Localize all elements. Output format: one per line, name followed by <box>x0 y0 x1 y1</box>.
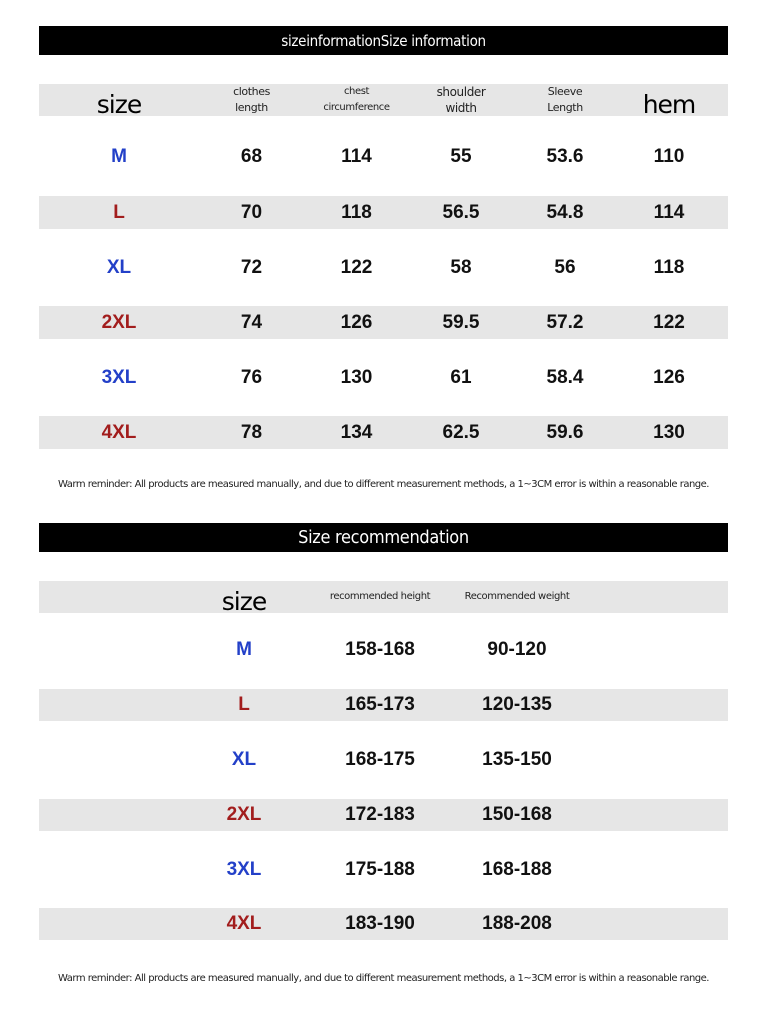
shoulder-value: 58 <box>450 256 472 278</box>
weight-value: 135-150 <box>482 748 552 770</box>
header-sleeve-line1: Sleeve <box>547 85 583 98</box>
hem-value: 118 <box>653 256 685 278</box>
table-row <box>39 799 728 831</box>
size-label: M <box>111 145 127 167</box>
chest-value: 122 <box>340 256 373 278</box>
weight-value: 120-135 <box>482 694 552 715</box>
table-row <box>39 306 728 339</box>
hem-value: 110 <box>653 145 685 167</box>
clothes-length-value: 78 <box>240 421 263 443</box>
weight-value: 188-208 <box>482 913 552 934</box>
weight-value: 168-188 <box>482 858 552 880</box>
size-information-banner <box>39 26 728 55</box>
size-label: 2XL <box>101 311 137 333</box>
height-value: 158-168 <box>345 638 415 660</box>
size-label: 4XL <box>226 913 262 934</box>
size-label: M <box>236 638 252 660</box>
shoulder-value: 59.5 <box>442 311 480 333</box>
size-label: 3XL <box>226 858 262 880</box>
table-row <box>39 196 728 229</box>
size-information-title: sizeinformationSize information <box>281 31 486 50</box>
clothes-length-value: 68 <box>240 145 263 167</box>
header-shoulder-line2: width <box>445 101 477 115</box>
table-row <box>39 853 728 886</box>
chest-value: 118 <box>341 201 372 223</box>
header-chest-line1: chest <box>343 86 370 97</box>
header-recommended-height: recommended height <box>329 591 431 602</box>
table-row <box>39 689 728 721</box>
sleeve-value: 53.6 <box>546 145 584 167</box>
chest-value: 130 <box>340 366 373 388</box>
chest-value: 134 <box>340 421 373 443</box>
table-row <box>39 251 728 284</box>
sleeve-value: 58.4 <box>546 366 584 388</box>
hem-value: 130 <box>653 421 685 443</box>
clothes-length-value: 74 <box>240 311 263 333</box>
shoulder-value: 55 <box>450 145 472 167</box>
sleeve-value: 54.8 <box>546 201 584 223</box>
size-label: 2XL <box>226 804 262 825</box>
size-information-header-row <box>39 84 728 119</box>
header-sleeve-line2: Length <box>547 101 583 114</box>
header-hem: hem <box>642 89 696 119</box>
chest-value: 114 <box>341 145 372 167</box>
height-value: 172-183 <box>345 804 415 825</box>
shoulder-value: 61 <box>450 366 472 388</box>
table-row <box>39 633 728 666</box>
sleeve-value: 56 <box>554 256 576 278</box>
clothes-length-value: 76 <box>240 366 263 388</box>
table-row <box>39 140 728 173</box>
shoulder-value: 62.5 <box>442 421 480 443</box>
clothes-length-value: 72 <box>240 256 263 278</box>
size-recommendation-title: Size recommendation <box>298 527 469 548</box>
warm-reminder-note: Warm reminder: All products are measured manually, and due to different measurement methods, a 1~3CM error is within a reasonable range. <box>58 479 709 490</box>
table-row <box>39 908 728 940</box>
shoulder-value: 56.5 <box>442 201 480 223</box>
hem-value: 122 <box>653 311 685 333</box>
weight-value: 90-120 <box>487 638 547 660</box>
header-shoulder-line1: shoulder <box>436 85 486 99</box>
chest-value: 126 <box>340 311 373 333</box>
hem-value: 114 <box>653 201 685 223</box>
table-row <box>39 743 728 776</box>
hem-value: 126 <box>653 366 685 388</box>
size-label: L <box>238 694 250 715</box>
sleeve-value: 57.2 <box>546 311 584 333</box>
size-label: L <box>113 201 125 223</box>
size-label: 3XL <box>101 366 137 388</box>
size-label: XL <box>106 256 132 278</box>
header-clothes-length-line2: length <box>235 101 268 114</box>
height-value: 168-175 <box>345 748 415 770</box>
height-value: 175-188 <box>345 858 415 880</box>
warm-reminder-note: Warm reminder: All products are measured manually, and due to different measurement methods, a 1~3CM error is within a reasonable range. <box>58 973 709 984</box>
header-chest-circumference <box>304 84 409 116</box>
header-shoulder-width <box>409 84 513 116</box>
header-chest-line2: circumference <box>323 102 390 113</box>
size-label: XL <box>231 748 257 770</box>
table-row <box>39 416 728 449</box>
weight-value: 150-168 <box>482 804 552 825</box>
height-value: 165-173 <box>345 694 415 715</box>
size-recommendation-banner <box>39 523 728 552</box>
size-label: 4XL <box>101 421 137 443</box>
header-clothes-length <box>199 84 304 116</box>
header-sleeve-length <box>513 84 617 116</box>
header-clothes-length-line1: clothes <box>233 85 270 98</box>
size-recommendation-header-row <box>39 581 728 616</box>
clothes-length-value: 70 <box>240 201 263 223</box>
sleeve-value: 59.6 <box>546 421 584 443</box>
height-value: 183-190 <box>345 913 415 934</box>
header-size: size <box>96 89 142 119</box>
header-size: size <box>221 586 267 616</box>
table-row <box>39 361 728 394</box>
header-recommended-weight: Recommended weight <box>464 591 570 602</box>
